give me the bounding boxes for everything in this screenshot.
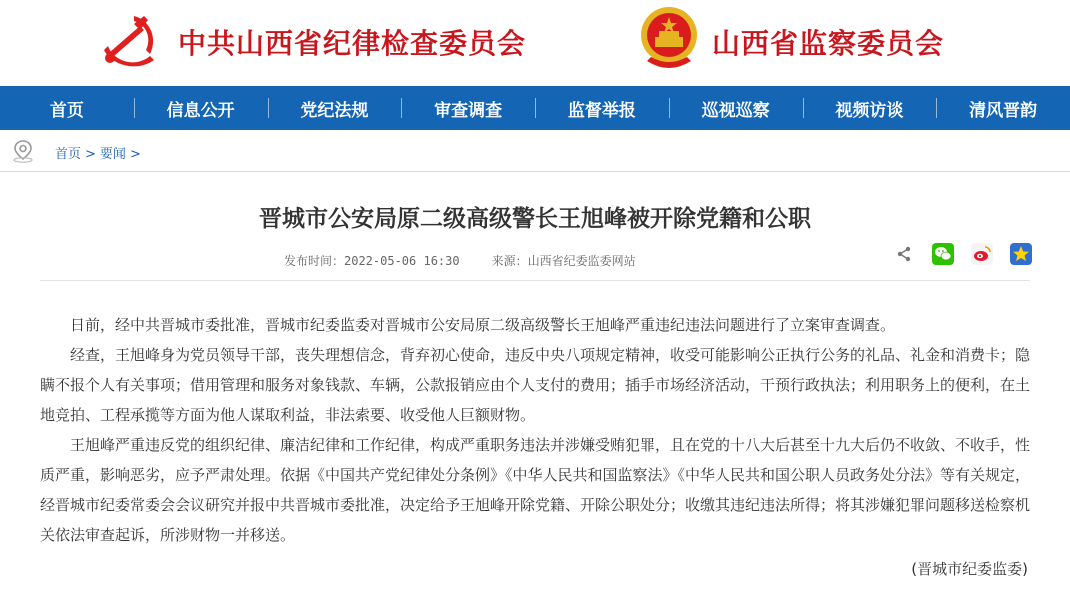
nav-item-qingfeng[interactable]: 清风晋韵 [936,86,1070,130]
nav-item-inspection[interactable]: 巡视巡察 [669,86,803,130]
breadcrumb-separator: > [85,147,96,162]
site-header [0,0,1070,86]
nav-item-info-disclosure[interactable]: 信息公开 [134,86,268,130]
wechat-icon[interactable] [932,243,954,265]
nav-item-report[interactable]: 监督举报 [535,86,669,130]
nav-item-investigation[interactable]: 审查调查 [401,86,535,130]
article-source: 来源：山西省纪委监委网站 [491,254,636,268]
nav-item-video[interactable]: 视频访谈 [803,86,937,130]
main-nav [0,86,1070,130]
national-emblem-icon [637,3,701,75]
weibo-icon[interactable] [971,243,993,265]
party-emblem-icon [100,8,162,70]
share-icon[interactable] [893,243,915,265]
title-divider [40,280,1030,281]
nav-item-home[interactable]: 首页 [49,100,84,121]
share-bar [893,243,1032,265]
article-paragraph: 日前，经中共晋城市委批准，晋城市纪委监委对晋城市公安局原二级高级警长王旭峰严重违纪违法问题进行了立案审查调查。 [70,316,896,334]
article-paragraph: 经查，王旭峰身为党员领导干部，丧失理想信念，背弃初心使命，违反中央八项规定精神，收受可能影响公正执行公务的礼品、礼金和消费卡；隐瞒不报个人有关事项；借用管理和服务对象钱款、车辆，公款报销应由个人支付的费用；插手市场经济活动，干预行政执法；利用职务上的便利，在土地竞拍、工程承揽等方面为他人谋取利益，非法索要、收受他人巨额财物。 [40,346,1031,424]
breadcrumb-bar [0,130,1070,172]
breadcrumb-home-link[interactable]: 首页 [55,147,82,162]
article-meta [284,252,636,269]
nav-item-regulations[interactable]: 党纪法规 [268,86,402,130]
breadcrumb-section-link[interactable]: 要闻 [99,147,126,162]
location-pin-icon [12,139,34,163]
breadcrumb [55,143,145,162]
breadcrumb-separator: > [129,147,141,162]
favorite-icon[interactable] [1010,243,1032,265]
article-title: 晋城市公安局原二级高级警长王旭峰被开除党籍和公职 [259,206,811,232]
commission-title: 中共山西省纪律检查委员会 [178,27,527,60]
article-signature: (晋城市纪委监委) [911,560,1028,578]
article-body [40,310,1030,550]
supervisory-title: 山西省监察委员会 [712,27,945,60]
article-paragraph: 王旭峰严重违反党的组织纪律、廉洁纪律和工作纪律，构成严重职务违法并涉嫌受贿犯罪，且在党的十八大后甚至十九大后仍不收敛、不收手，性质严重，影响恶劣，应予严肃处理。依据《中国共产党纪律处分条例》《中华人民共和国监察法》《中华人民共和国公职人员政务处分法》等有关规定，经晋城市纪委常委会会议研究并报中共晋城市委批准，决定给予王旭峰开除党籍、开除公职处分；收缴其违纪违法所得；将其涉嫌犯罪问题移送检察机关依法审查起诉，所涉财物一并移送。 [40,436,1031,544]
publish-time: 发布时间：2022-05-06 16:30 [284,254,460,268]
